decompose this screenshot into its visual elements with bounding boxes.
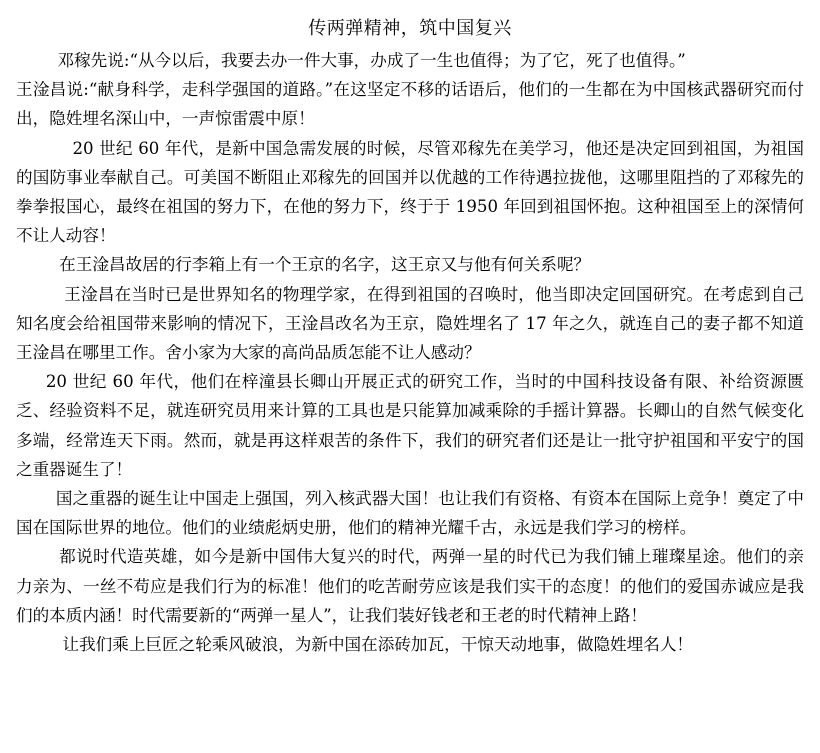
paragraph-wang-jing-question: 在王淦昌故居的行李箱上有一个王京的名字，这王京又与他有何关系呢？	[59, 255, 591, 275]
paragraph-deng-return: 20 世纪 60 年代，是新中国急需发展的时候，尽管邓稼先在美学习，他还是决定回到祖国，为祖国的国防事业奉献自己。可美国不断阻止邓稼先的回国并以优越的工作待遇拉拢他，这哪里阻挡的了邓稼先的拳拳报国心，最终在祖国的努力下，在他的努力下，终于于 1950 年回到祖国怀抱。这种祖国至上的深情何不让人动容！	[16, 138, 804, 246]
paragraph-era-heroes: 都说时代造英雄，如今是新中国伟大复兴的时代，两弹一星的时代已为我们铺上璀璨星途。他们的亲力亲为、一丝不苟应是我们行为的标准！他们的吃苦耐劳应该是我们实干的态度！的他们的爱国赤诚应是我们的本质内涵！时代需要新的“两弹一星人”，让我们装好钱老和王老的时代精神上路！	[16, 547, 804, 625]
document-title: 传两弹精神，筑中国复兴	[308, 18, 512, 39]
paragraph-closing: 让我们乘上巨匠之轮乘风破浪，为新中国在添砖加瓦，干惊天动地事，做隐姓埋名人！	[62, 635, 694, 655]
paragraph-changqing-mountain: 20 世纪 60 年代，他们在梓潼县长卿山开展正式的研究工作，当时的中国科技设备有限、补给资源匮乏、经验资料不足，就连研究员用来计算的工具也是只能算加减乘除的手摇计算器。长卿山的自然气候变化多端，经常连天下雨。然而，就是再这样艰苦的条件下，我们的研究者们还是让一批守护祖国和平安宁的国之重器诞生了！	[16, 372, 804, 479]
paragraph-national-weapon: 国之重器的诞生让中国走上强国，列入核武器大国！也让我们有资格、有资本在国际上竞争！奠定了中国在国际世界的地位。他们的业绩彪炳史册，他们的精神光耀千古，永远是我们学习的榜样。	[16, 489, 804, 538]
paragraph-wang-quote: 王淦昌说:“献身科学，走科学强国的道路。”在这坚定不移的话语后，他们的一生都在为中国核武器研究而付出，隐姓埋名深山中，一声惊雷震中原！	[16, 80, 804, 129]
paragraph-wang-rename: 王淦昌在当时已是世界知名的物理学家，在得到祖国的召唤时，他当即决定回国研究。在考虑到自己知名度会给祖国带来影响的情况下，王淦昌改名为王京，隐姓埋名了 17 年之久，就连自己的妻子都不知道王淦昌在哪里工作。舍小家为大家的高尚品质怎能不让人感动？	[16, 284, 804, 363]
paragraph-deng-quote: 邓稼先说:“从今以后，我要去办一件大事，办成了一生也值得；为了它，死了也值得。”	[57, 51, 686, 70]
